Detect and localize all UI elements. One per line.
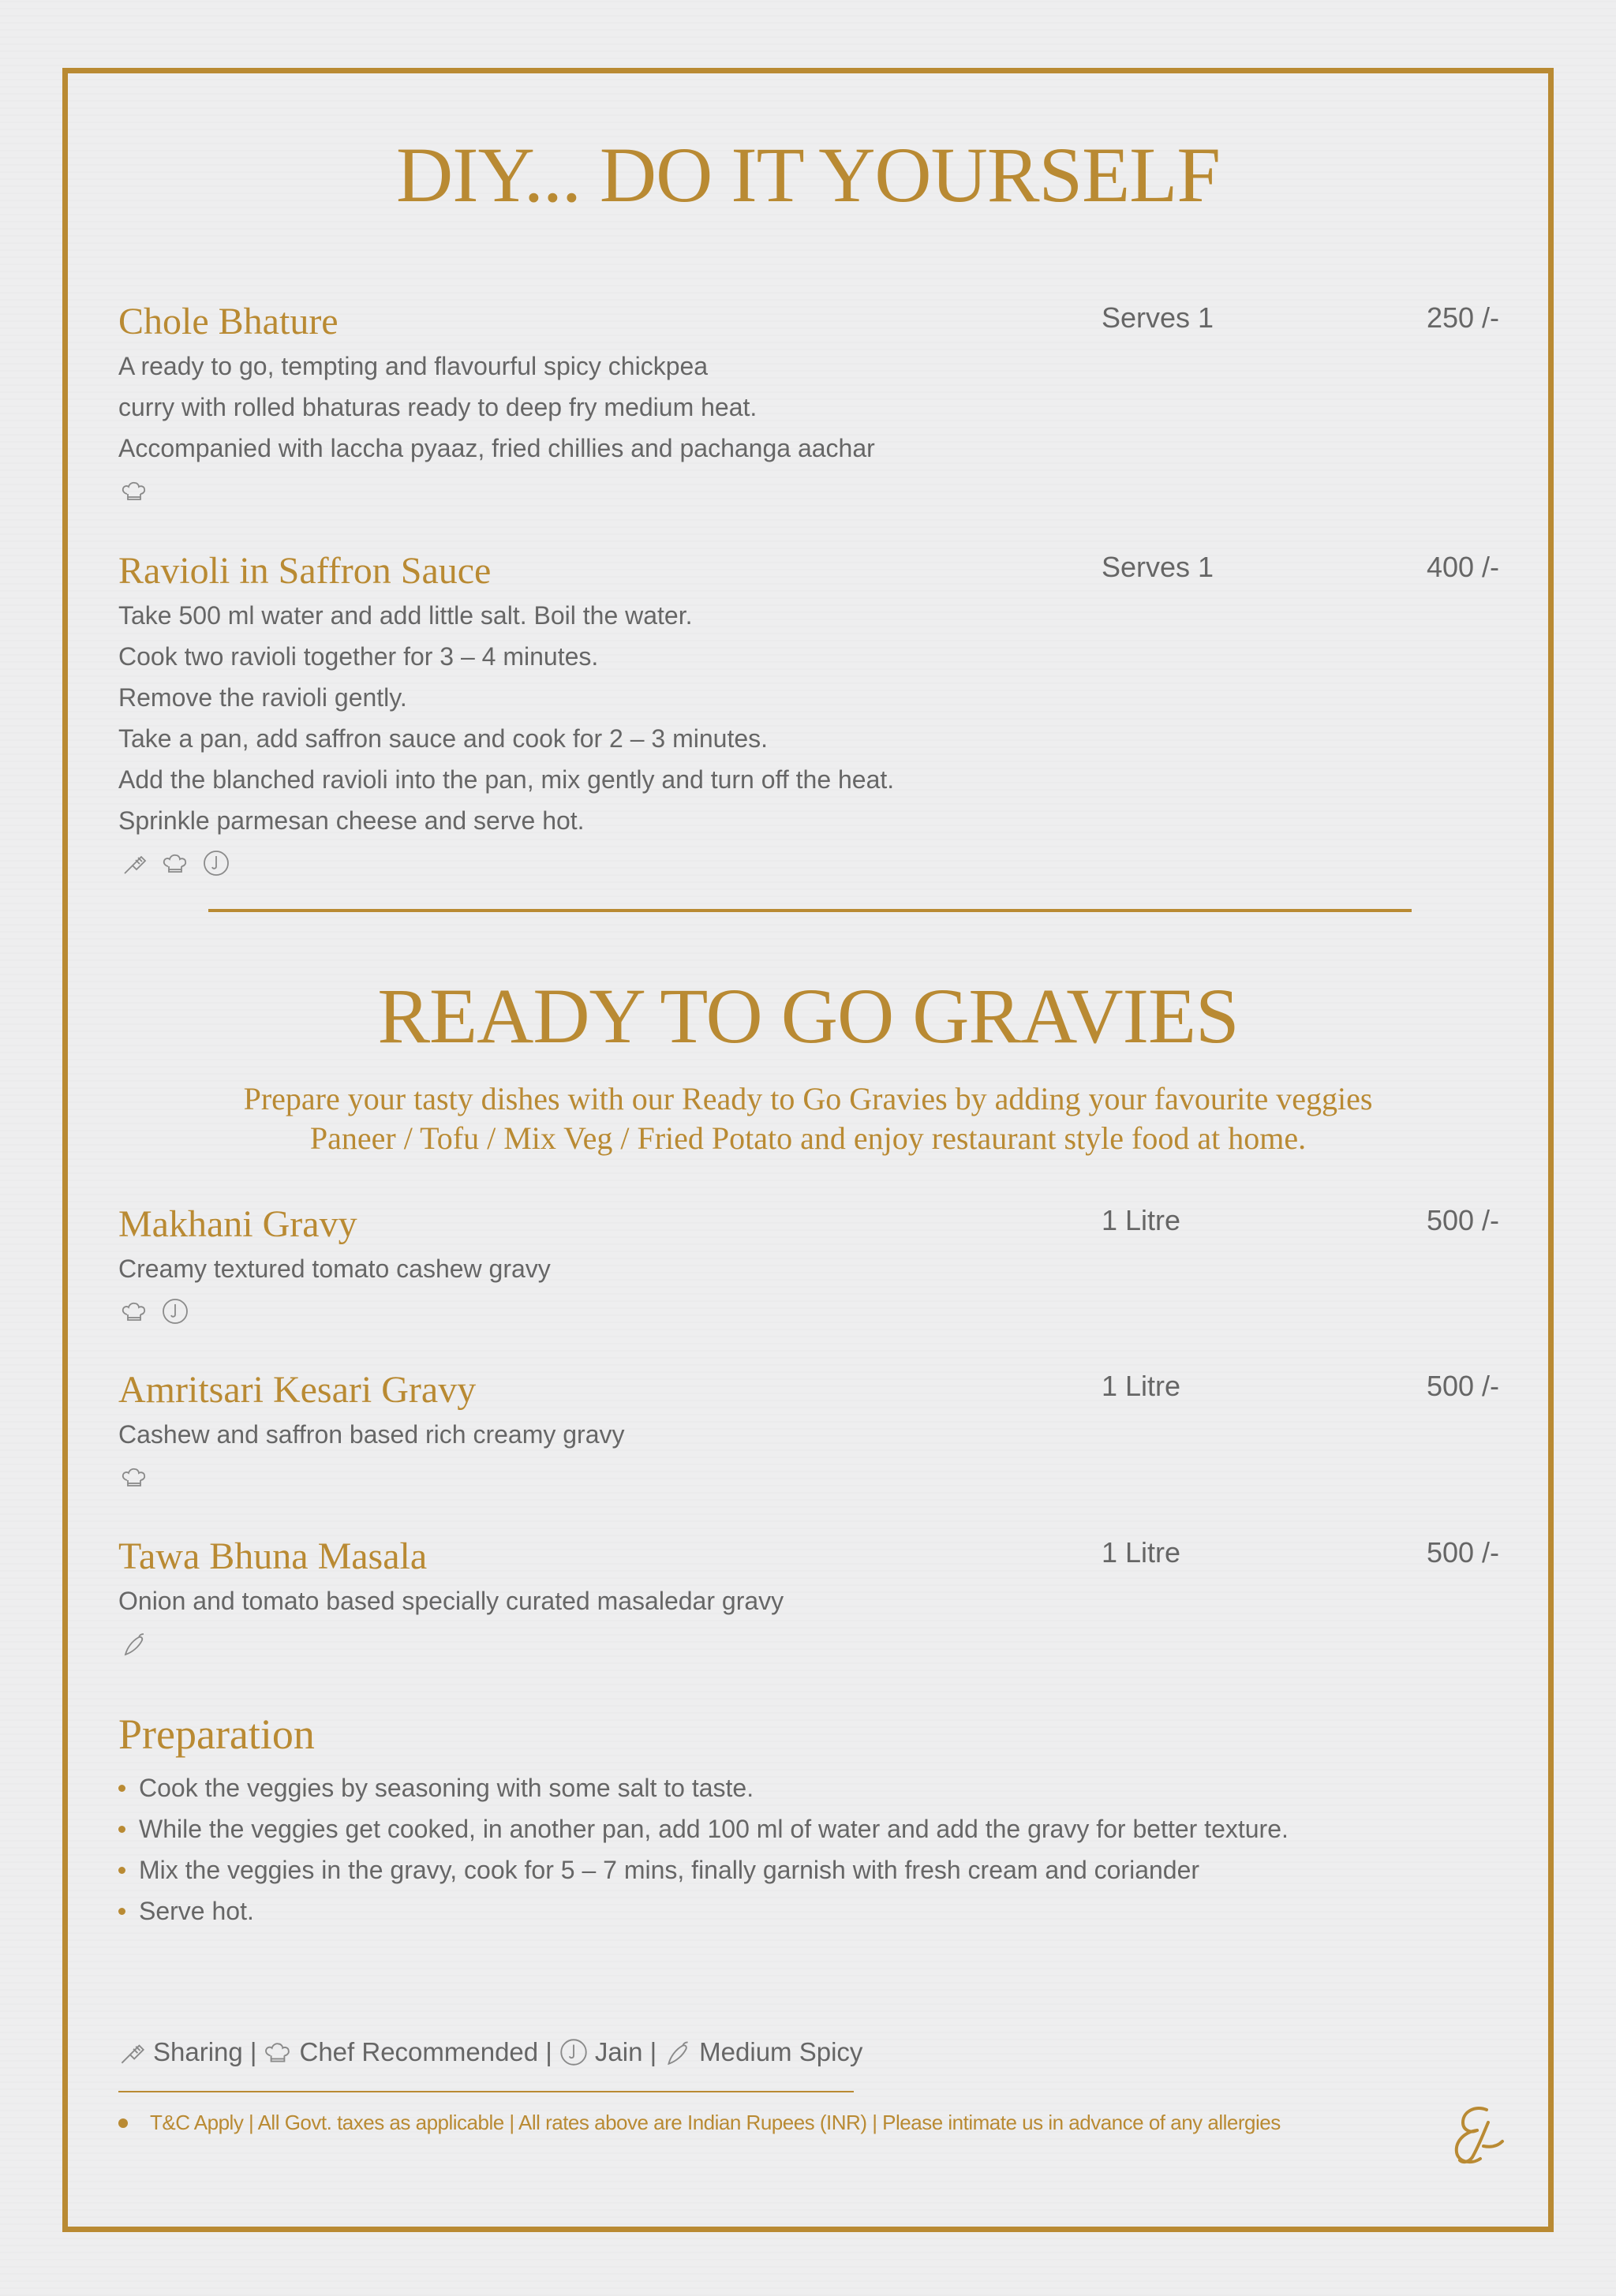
item-description-line: Cook two ravioli together for 3 – 4 minutes.	[118, 642, 599, 671]
item-description-line: Onion and tomato based specially curated masaledar gravy	[118, 1587, 784, 1615]
jain-icon	[159, 1296, 191, 1327]
menu-item-amritsari-kesari-gravy	[118, 1367, 1499, 1499]
sharing-icon	[115, 2036, 148, 2069]
item-icons	[118, 1289, 1499, 1333]
item-serves: 1 Litre	[1102, 1370, 1181, 1402]
item-icons	[118, 1621, 1499, 1666]
chili-icon	[118, 1628, 150, 1659]
diy-section-title: DIY... DO IT YOURSELF	[396, 131, 1220, 219]
item-icons	[118, 469, 1499, 513]
legend-jain-label: Jain |	[594, 2037, 657, 2066]
preparation-step: Serve hot.	[118, 1890, 1289, 1931]
item-icons	[118, 841, 1499, 885]
item-description-line: Take a pan, add saffron sauce and cook for 2 – 3 minutes.	[118, 724, 769, 753]
jain-icon	[557, 2036, 590, 2069]
item-serves: Serves 1	[1102, 301, 1214, 334]
item-description-line: Creamy textured tomato cashew gravy	[118, 1255, 551, 1283]
item-name: Tawa Bhuna Masala	[118, 1535, 428, 1577]
item-serves: 1 Litre	[1102, 1204, 1181, 1236]
item-description-line: Cashew and saffron based rich creamy gravy	[118, 1420, 625, 1449]
item-serves: Serves 1	[1102, 551, 1214, 583]
item-price: 500 /-	[1426, 1536, 1499, 1569]
gravies-section-title: READY TO GO GRAVIES	[377, 972, 1239, 1060]
chili-icon	[661, 2036, 694, 2069]
legend-sharing-label: Sharing |	[153, 2037, 257, 2066]
legend-spicy-label: Medium Spicy	[699, 2037, 863, 2066]
sharing-icon	[118, 847, 150, 879]
item-name: Amritsari Kesari Gravy	[118, 1369, 477, 1411]
menu-item-makhani-gravy	[118, 1201, 1499, 1333]
icon-legend	[115, 2036, 862, 2069]
item-price: 400 /-	[1426, 551, 1499, 583]
item-description-line: Sprinkle parmesan cheese and serve hot.	[118, 806, 585, 835]
legend-chef-label: Chef Recommended |	[299, 2037, 552, 2066]
preparation-step: Cook the veggies by seasoning with some salt to taste.	[118, 1767, 1289, 1808]
gravies-subtitle-line: Paneer / Tofu / Mix Veg / Fried Potato and enjoy restaurant style food at home.	[309, 1120, 1307, 1156]
item-description-line: A ready to go, tempting and flavourful spicy chickpea	[118, 352, 709, 380]
preparation-step: Mix the veggies in the gravy, cook for 5 – 7 mins, finally garnish with fresh cream and coriander	[118, 1849, 1289, 1890]
footer-note	[118, 2111, 1281, 2135]
item-description-line: Take 500 ml water and add little salt. Boil the water.	[118, 601, 693, 630]
preparation-title: Preparation	[118, 1711, 315, 1758]
gravies-subtitle-line: Prepare your tasty dishes with our Ready to Go Gravies by adding your favourite veggies	[243, 1081, 1373, 1116]
item-icons	[118, 1455, 1499, 1499]
item-name: Ravioli in Saffron Sauce	[118, 550, 492, 592]
chef-hat-icon	[159, 847, 191, 879]
item-price: 500 /-	[1426, 1204, 1499, 1236]
menu-item-chole-bhature	[118, 298, 1499, 513]
item-serves: 1 Litre	[1102, 1536, 1181, 1569]
item-description-line: curry with rolled bhaturas ready to deep fry medium heat.	[118, 393, 758, 421]
menu-item-ravioli	[118, 548, 1499, 885]
jain-icon	[200, 847, 232, 879]
legend-divider	[118, 2091, 854, 2092]
bullet-dot	[118, 2118, 128, 2128]
preparation-step: While the veggies get cooked, in another pan, add 100 ml of water and add the gravy for better texture.	[118, 1808, 1289, 1849]
item-price: 250 /-	[1426, 301, 1499, 334]
chef-hat-icon	[261, 2036, 294, 2069]
section-divider	[208, 909, 1412, 912]
item-name: Chole Bhature	[118, 301, 339, 342]
item-description-line: Accompanied with laccha pyaaz, fried chillies and pachanga aachar	[118, 434, 875, 462]
item-price: 500 /-	[1426, 1370, 1499, 1402]
item-description-line: Remove the ravioli gently.	[118, 683, 407, 712]
item-description-line: Add the blanched ravioli into the pan, mix gently and turn off the heat.	[118, 765, 895, 794]
brand-monogram-logo	[1439, 2099, 1515, 2174]
chef-hat-icon	[118, 1296, 150, 1327]
chef-hat-icon	[118, 475, 150, 507]
menu-item-tawa-bhuna-masala	[118, 1533, 1499, 1666]
chef-hat-icon	[118, 1461, 150, 1493]
item-name: Makhani Gravy	[118, 1203, 357, 1245]
preparation-steps	[118, 1767, 1289, 1931]
footer-text: T&C Apply | All Govt. taxes as applicable | All rates above are Indian Rupees (INR) | Please intimate us in advance of any allergies	[150, 2111, 1281, 2134]
